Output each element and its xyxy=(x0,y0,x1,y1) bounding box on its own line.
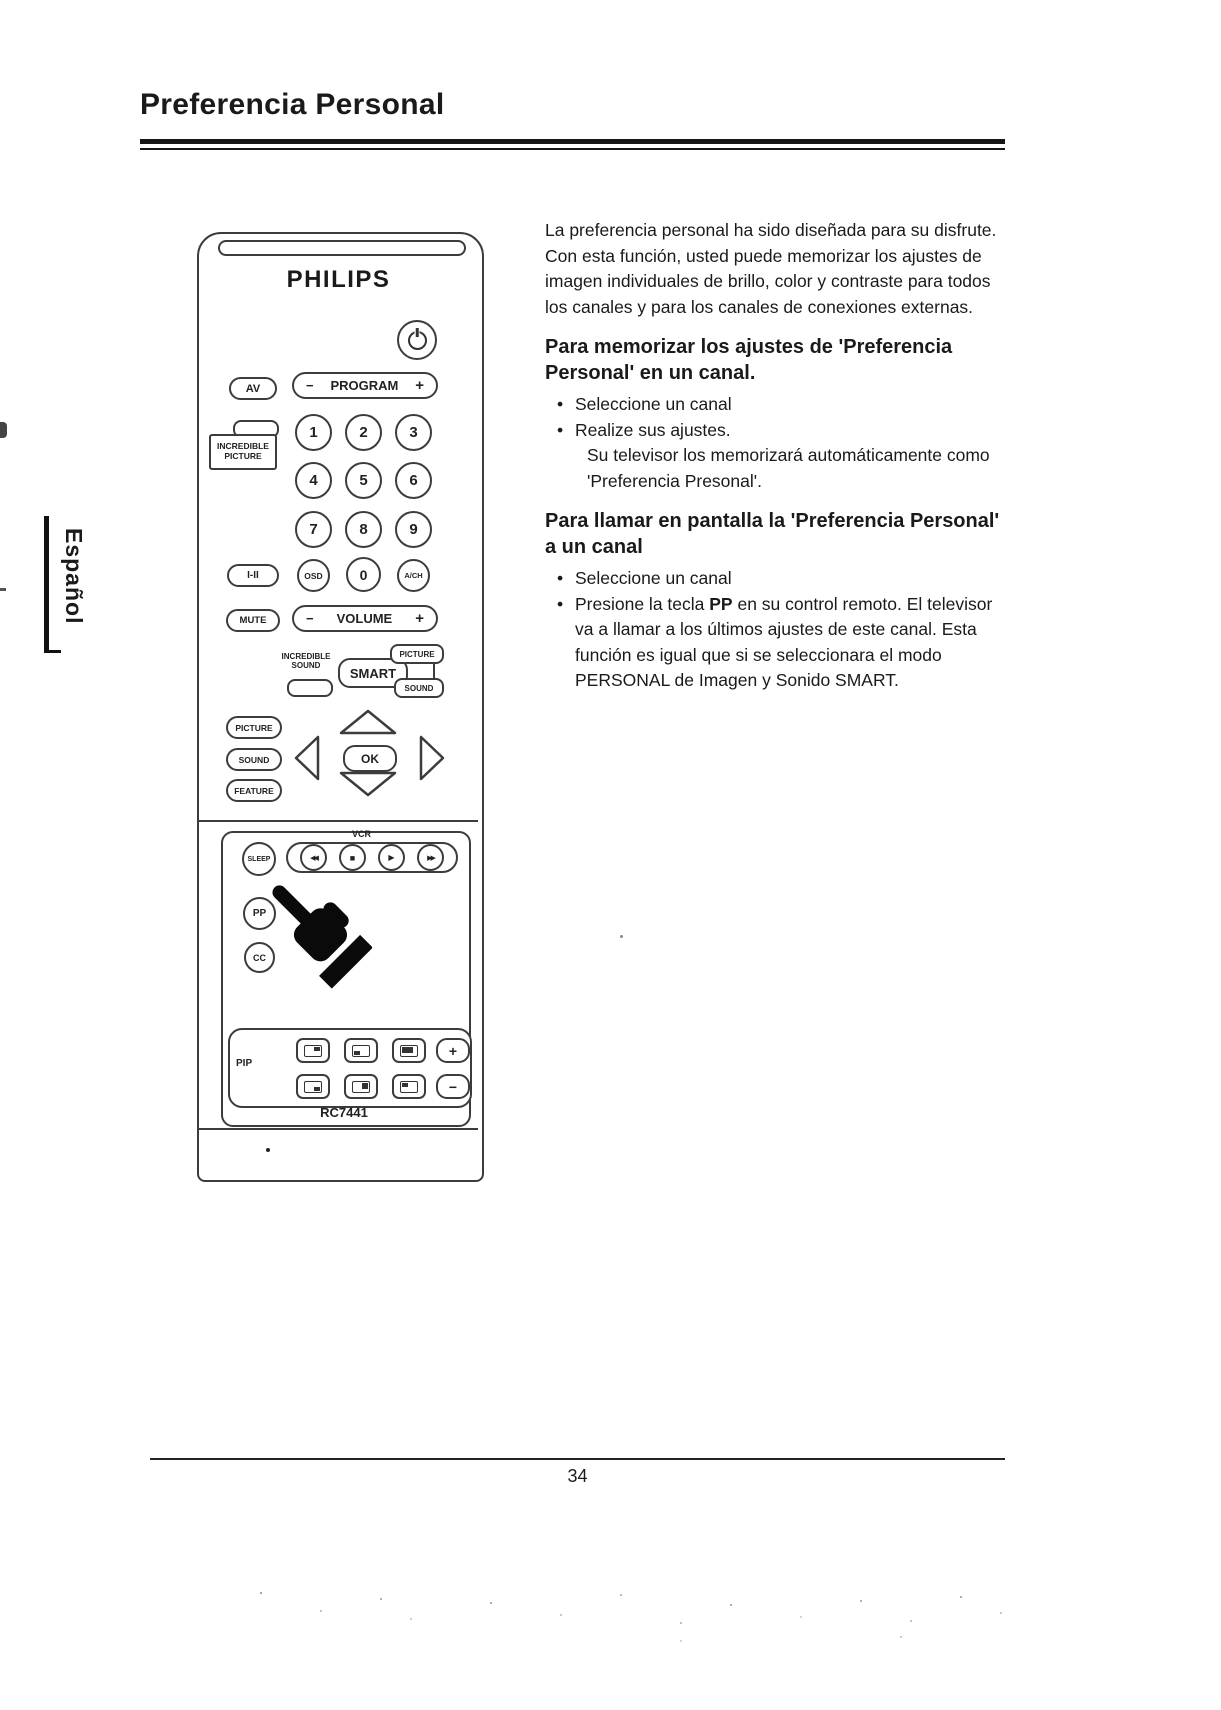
scan-noise xyxy=(260,1592,262,1594)
cursor-right-button xyxy=(418,734,446,782)
power-button xyxy=(397,320,437,360)
program-label: PROGRAM xyxy=(330,378,399,393)
scan-artifact xyxy=(0,422,7,438)
bullet-text: • Realize sus ajustes. xyxy=(575,419,731,440)
sleep-button: SLEEP xyxy=(242,842,276,876)
vcr-label: VCR xyxy=(352,829,372,839)
pip-window-icon xyxy=(304,1081,322,1093)
language-label: Español xyxy=(61,528,87,625)
list-item xyxy=(545,566,1015,592)
digit-6-button: 6 xyxy=(395,462,432,499)
pip-label: PIP xyxy=(236,1058,253,1069)
program-minus: − xyxy=(306,378,314,393)
digit-5-button: 5 xyxy=(345,462,382,499)
section1-heading: Para memorizar los ajustes de 'Preferencia Personal' en un canal. xyxy=(545,336,953,384)
page-number: 34 xyxy=(567,1466,588,1486)
fast-forward-icon: ▶▶ xyxy=(427,854,434,862)
footer-rule xyxy=(150,1458,1005,1460)
pip-window-icon xyxy=(352,1081,370,1093)
digit-0-button: 0 xyxy=(346,557,381,592)
list-item xyxy=(545,592,1015,694)
scan-artifact xyxy=(620,935,623,938)
digit-2-button: 2 xyxy=(345,414,382,451)
pip-window-icon xyxy=(304,1045,322,1057)
incredible-picture-label: INCREDIBLE PICTURE xyxy=(209,434,277,470)
pip-window-icon xyxy=(400,1081,418,1093)
list-item xyxy=(545,418,1015,444)
volume-label: VOLUME xyxy=(336,611,393,626)
pip-button-6 xyxy=(392,1074,426,1099)
rewind-icon: ◀◀ xyxy=(310,854,317,862)
vcr-play-button xyxy=(378,844,405,871)
pp-button: PP xyxy=(243,897,276,930)
ach-button: A/CH xyxy=(397,559,430,592)
cursor-left-button xyxy=(293,734,321,782)
model-label: RC7441 xyxy=(320,1105,368,1120)
section2-bullets xyxy=(545,566,1015,694)
bullet-text: • Seleccione un canal xyxy=(575,394,732,414)
incredible-sound-button xyxy=(287,679,333,697)
title-rule-thin xyxy=(140,148,1005,150)
vcr-ffwd-button xyxy=(417,844,444,871)
volume-plus: + xyxy=(415,610,424,627)
picture-button: PICTURE xyxy=(226,716,282,739)
pip-plus-button: + xyxy=(436,1038,470,1063)
osd-button: OSD xyxy=(297,559,330,592)
pip-button-1 xyxy=(296,1038,330,1063)
vcr-rewind-button xyxy=(300,844,327,871)
ok-button: OK xyxy=(343,745,397,772)
stop-icon: ■ xyxy=(349,852,356,863)
digit-4-button: 4 xyxy=(295,462,332,499)
section2-heading: Para llamar en pantalla la 'Preferencia Personal' a un canal xyxy=(545,510,1000,558)
cursor-down-button xyxy=(338,770,398,798)
pip-button-5 xyxy=(344,1074,378,1099)
title-rule-thick xyxy=(140,139,1005,144)
cursor-up-button xyxy=(338,708,398,736)
bullet-text: • Presione la tecla PP en su control remoto. El televisor va a llamar a los últimos ajustes de este canal. Esta función es igual que si se seleccionara el modo PERSONAL de Imagen y Sonido SMART. xyxy=(575,593,993,690)
power-icon xyxy=(408,331,427,350)
digit-7-button: 7 xyxy=(295,511,332,548)
pip-window-icon xyxy=(352,1045,370,1057)
page-title: Preferencia Personal xyxy=(140,88,445,121)
i-ii-button: I-II xyxy=(227,564,279,587)
volume-minus: − xyxy=(306,611,314,626)
section1-note: Su televisor los memorizará automáticamente como 'Preferencia Presonal'. xyxy=(587,445,990,491)
article-column xyxy=(545,218,1015,694)
pip-button-3 xyxy=(392,1038,426,1063)
vcr-button-group xyxy=(286,842,458,873)
pip-button-2 xyxy=(344,1038,378,1063)
language-bracket xyxy=(44,516,61,653)
scan-artifact xyxy=(266,1148,270,1152)
scan-artifact xyxy=(0,588,6,591)
play-icon: ▶ xyxy=(388,853,395,862)
pip-minus-button: − xyxy=(436,1074,470,1099)
pip-window-icon xyxy=(400,1045,418,1057)
cc-button: CC xyxy=(244,942,275,973)
digit-1-button: 1 xyxy=(295,414,332,451)
digit-9-button: 9 xyxy=(395,511,432,548)
intro-paragraph: La preferencia personal ha sido diseñada para su disfrute. Con esta función, usted puede memorizar los ajustes de imagen individuales de brillo, color y contraste para todos los canales y para los canales de conexiones externas. xyxy=(545,220,997,317)
pointing-hand-icon xyxy=(252,880,372,992)
pp-key-reference: PP xyxy=(709,593,733,614)
volume-rocker xyxy=(292,605,438,632)
sound-button: SOUND xyxy=(226,748,282,771)
mute-button: MUTE xyxy=(226,609,280,632)
remote-seam xyxy=(199,820,478,822)
bullet-text: • Seleccione un canal xyxy=(575,568,732,588)
program-plus: + xyxy=(415,377,424,394)
feature-button: FEATURE xyxy=(226,779,282,802)
smart-picture-tag: PICTURE xyxy=(390,644,444,664)
smart-button: SMART xyxy=(338,658,408,688)
pip-button-4 xyxy=(296,1074,330,1099)
digit-3-button: 3 xyxy=(395,414,432,451)
incredible-sound-label: INCREDIBLE SOUND xyxy=(281,652,331,671)
remote-top-strip xyxy=(218,240,466,256)
list-item xyxy=(545,392,1015,418)
smart-sound-tag: SOUND xyxy=(394,678,444,698)
vcr-stop-button xyxy=(339,844,366,871)
program-rocker xyxy=(292,372,438,399)
tray-seam xyxy=(199,1128,478,1130)
av-button: AV xyxy=(229,377,277,400)
digit-8-button: 8 xyxy=(345,511,382,548)
section1-bullets xyxy=(545,392,1015,494)
brand-label: PHILIPS xyxy=(286,266,391,293)
